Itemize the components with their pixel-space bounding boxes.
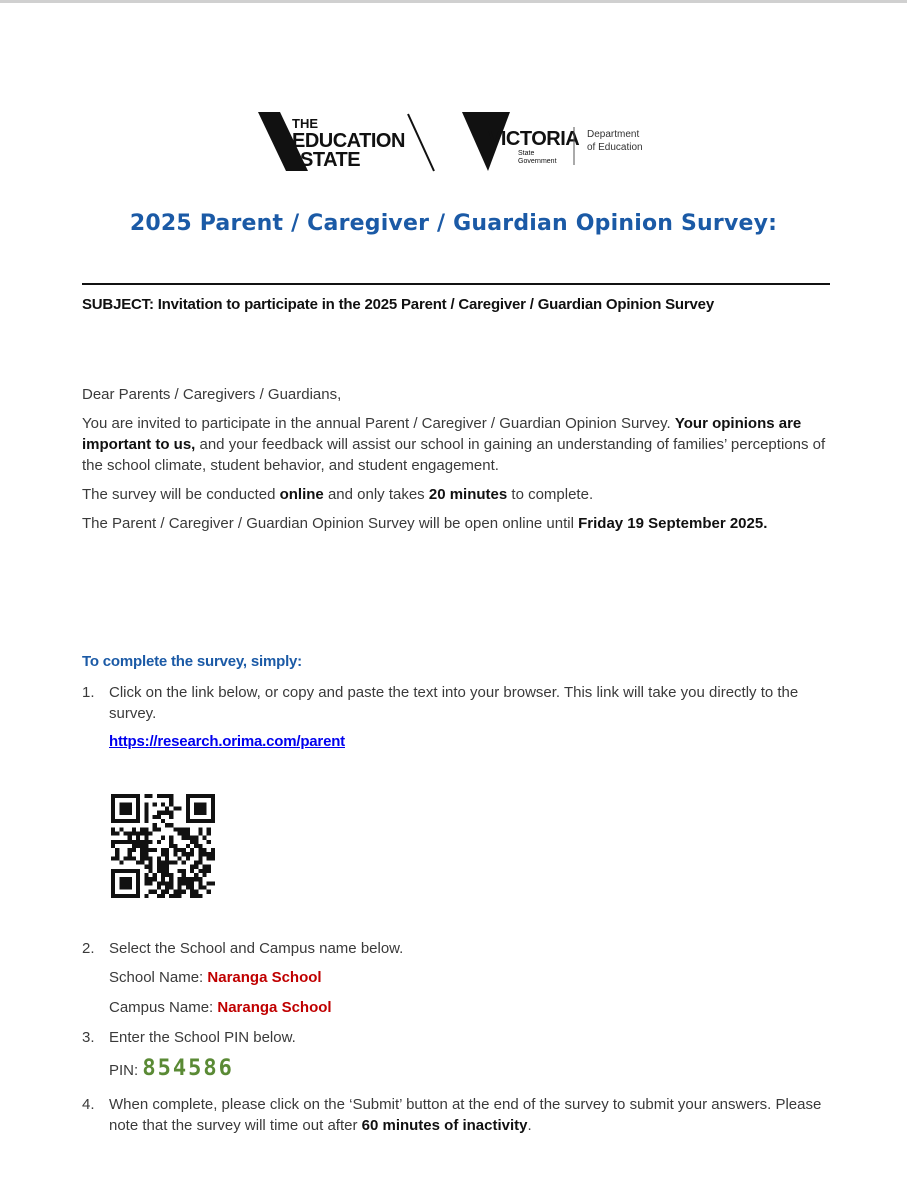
education-state-logo: [258, 111, 438, 173]
logo-text-state: STATE: [300, 149, 361, 171]
document-title: 2025 Parent / Caregiver / Guardian Opinion Survey:: [129, 211, 778, 236]
logo-text-education: EDUCATION: [292, 130, 405, 152]
logo-text-the: THE: [292, 116, 318, 131]
online-text-1: The survey will be conducted: [82, 486, 280, 503]
duration-emphasis: 20 minutes: [428, 486, 508, 503]
instructions-heading: To complete the survey, simply:: [82, 653, 302, 670]
step-4-text: [109, 1094, 829, 1136]
step-1-number: 1.: [82, 684, 95, 701]
deadline-paragraph: [82, 513, 832, 534]
step-3-text: Enter the School PIN below.: [109, 1029, 296, 1046]
intro-emphasis: Your opinions are important to us,: [82, 415, 802, 453]
subject-line: SUBJECT: Invitation to participate in the 2025 Parent / Caregiver / Guardian Opinion Survey: [82, 296, 714, 313]
online-text-3: to complete.: [507, 486, 594, 503]
online-text-2: and only takes: [323, 486, 429, 503]
school-name-value: Naranga School: [207, 969, 322, 986]
survey-link[interactable]: https://research.orima.com/parent: [109, 733, 345, 750]
deadline-text: The Parent / Caregiver / Guardian Opinion Survey will be open online until: [82, 515, 579, 532]
victoria-government-logo: [460, 111, 660, 173]
step-4-text-2: .: [527, 1117, 532, 1134]
pin-label: PIN:: [109, 1062, 143, 1079]
step-2-text: Select the School and Campus name below.: [109, 940, 404, 957]
step-1-text: Click on the link below, or copy and paste the text into your browser. This link will take you directly to the survey.: [109, 684, 799, 722]
school-name-label: School Name:: [109, 969, 208, 986]
timeout-emphasis: 60 minutes of inactivity: [361, 1117, 528, 1134]
online-paragraph: [82, 484, 832, 505]
campus-name-label: Campus Name:: [109, 999, 218, 1016]
step-4-number: 4.: [82, 1096, 95, 1113]
logo-text-state-small: State: [518, 150, 535, 157]
campus-name-value: Naranga School: [217, 999, 332, 1016]
qr-code-icon[interactable]: [111, 794, 215, 898]
logo-text-of-education: of Education: [587, 142, 643, 153]
online-emphasis: online: [279, 486, 324, 503]
step-3-number: 3.: [82, 1029, 95, 1046]
step-4-text-1: When complete, please click on the ‘Submit’ button at the end of the survey to submit your answers. Please note that the survey will time out after: [109, 1096, 822, 1134]
title-divider: [82, 283, 830, 285]
school-name-field: [109, 967, 322, 988]
greeting: Dear Parents / Caregivers / Guardians,: [82, 386, 342, 403]
step-2-number: 2.: [82, 940, 95, 957]
campus-name-field: [109, 997, 332, 1018]
pin-value: 854586: [142, 1056, 234, 1081]
logo-text-government: Government: [518, 158, 557, 165]
deadline-date: Friday 19 September 2025.: [578, 515, 768, 532]
logo-text-victoria: VICTORIA: [488, 128, 580, 150]
pin-field: [109, 1058, 234, 1081]
top-border: [0, 0, 907, 3]
intro-text-1: You are invited to participate in the annual Parent / Caregiver / Guardian Opinion Survey.: [82, 415, 675, 432]
intro-text-2: and your feedback will assist our school in gaining an understanding of families’ perceptions of the school climate, student behavior, and student engagement.: [82, 436, 826, 474]
intro-paragraph: [82, 413, 832, 476]
logo-text-department: Department: [587, 129, 640, 140]
